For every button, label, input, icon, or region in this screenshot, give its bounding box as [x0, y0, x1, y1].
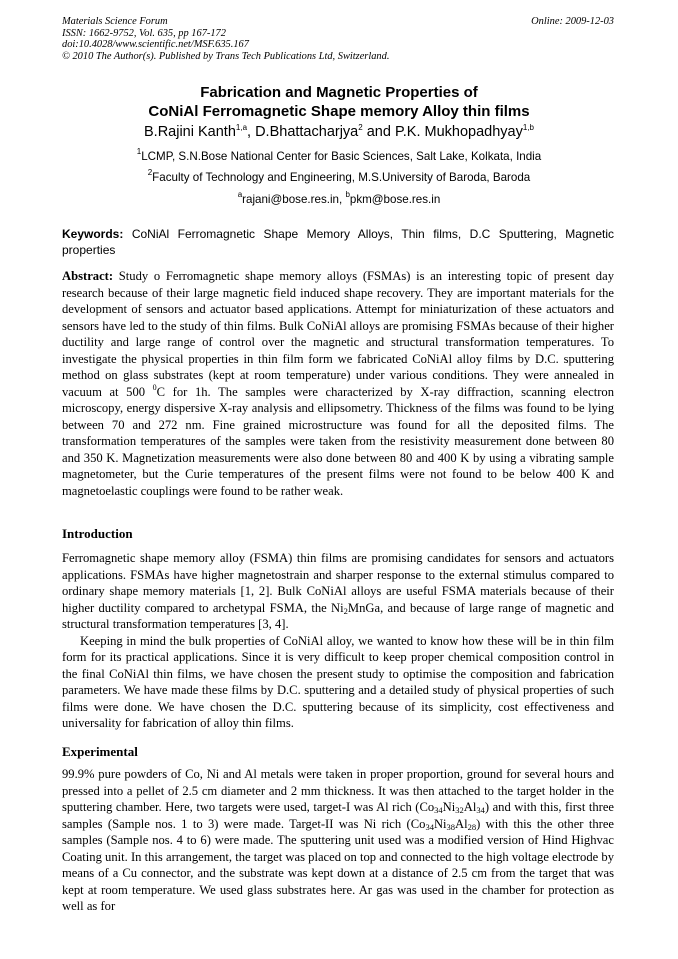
abstract [62, 268, 614, 499]
affiliation-2-text: Faculty of Technology and Engineering, M.S.University of Baroda, Baroda [152, 171, 531, 184]
abstract-text-cont: C for 1h. The samples were characterized by X-ray diffraction, scanning electron microscopy, energy dispersive X-ray analysis and ellipsometry. Thickness of the films was found to be lying between 70 and 272 nm. Fine grained microstructure was found for all the deposited films. The transformation temperatures of the samples were taken from the resistivity measurement done between 80 and 350 K. Magnetization measurements were also done between 80 and 400 K by using a vibrating sample magnetometer, but the Curie temperatures of the present films were not found to be below 400 K and magnetoelastic couplings were found to be rather weak. [62, 384, 614, 498]
degree-mark: 0 [152, 382, 157, 392]
exp-text: Ni [442, 800, 456, 814]
author-separator: and [362, 124, 395, 140]
email-b: pkm@bose.res.in [349, 193, 441, 206]
intro-paragraph-1 [62, 550, 614, 633]
intro-paragraph-2: Keeping in mind the bulk properties of CoNiAl alloy, we wanted to know how these will be in thin film form for its practical applications. Since it is very difficult to keep proper chemical composition control in the final CoNiAl thin films, we have chosen the present study to optimise the composition and fabrication parameters. We have made these films by D.C. sputtering and a detailed study of physical properties of such films were done. We have chosen the D.C. sputtering because of its simplicity, cost effectiveness and universality for fabrication of alloy thin films. [62, 633, 614, 730]
author-3-affil: 1,b [522, 123, 534, 132]
journal-name: Materials Science Forum [62, 16, 168, 27]
subscript: 2 [343, 605, 348, 616]
title-line-2: CoNiAl Ferromagnetic Shape memory Alloy thin films [148, 103, 530, 120]
copyright-line: © 2010 The Author(s). Published by Trans Tech Publications Ltd, Switzerland. [62, 50, 390, 62]
subscript: 32 [455, 805, 464, 815]
author-separator: , [247, 124, 256, 140]
email-line [0, 190, 678, 206]
issn-line: ISSN: 1662-9752, Vol. 635, pp 167-172 [62, 27, 226, 39]
exp-text: Ni [433, 816, 447, 831]
intro-p1-text-cont: MnGa, and because of large range of magnetic and structural transformation temperatures [3, 4]. [62, 600, 614, 631]
intro-p1-text: Ferromagnetic shape memory alloy (FSMA) thin films are promising candidates for sensors and actuators applications. FSMAs have higher magnetostrain and sharper response to the external stimulus compared to ordinary shape memory materials [1, 2]. Bulk CoNiAl alloys are useful FSMA materials because of their higher ductility compared to archetypal FSMA, the Ni [62, 551, 614, 615]
author-2: D.Bhattacharjya [255, 124, 359, 140]
email-a: rajani@bose.res.in, [242, 193, 346, 206]
keywords-text: CoNiAl Ferromagnetic Shape Memory Alloys, Thin films, D.C Sputtering, Magnetic properties [62, 227, 614, 257]
experimental-heading: Experimental [62, 744, 138, 759]
subscript: 38 [446, 821, 456, 832]
affiliation-1 [0, 147, 678, 163]
author-2-affil: 2 [358, 123, 363, 132]
email-a-mark: a [237, 190, 243, 199]
subscript: 28 [467, 821, 477, 832]
affiliation-1-text: LCMP, S.N.Bose National Center for Basic Sciences, Salt Lake, Kolkata, India [141, 150, 542, 163]
author-list [0, 124, 678, 140]
subscript: 34 [434, 805, 443, 815]
email-b-mark: b [345, 190, 350, 199]
author-1-affil: 1,a [235, 123, 248, 132]
exp-text: Al [455, 816, 468, 831]
online-date: Online: 2009-12-03 [531, 16, 614, 27]
paper-title [0, 83, 678, 121]
keywords [62, 227, 614, 258]
doi-line: doi:10.4028/www.scientific.net/MSF.635.167 [62, 39, 249, 51]
exp-text: ) with this the other three samples (Sample nos. 4 to 6) were made. The sputtering unit used was a modified version of Hind Highvac Coating unit. In this arrangement, the target was placed on top and connected to the high voltage electrode by means of a Cu connector, and the substrate was kept down at a distance of 2.5 cm from the target that was kept at room temperature. We used glass substrates here. Ar gas was used in the chamber for protection as well as for [62, 816, 615, 913]
experimental-body [62, 766, 614, 915]
subscript: 34 [476, 805, 485, 815]
title-line-1: Fabrication and Magnetic Properties of [200, 84, 478, 101]
exp-text: ) and with this, first three samples (Sample nos. 1 to 3) were made. Target-II was Ni rich (Co [62, 800, 614, 831]
author-3: P.K. Mukhopadhyay [394, 124, 523, 140]
exp-text: Al [463, 800, 477, 814]
affiliation-1-mark: 1 [136, 147, 142, 156]
affiliation-2-mark: 2 [147, 168, 153, 177]
affiliation-2 [0, 168, 678, 184]
journal-header [62, 16, 614, 62]
abstract-label: Abstract: [62, 269, 114, 283]
abstract-text: Study o Ferromagnetic shape memory alloys (FSMAs) is an interesting topic of present day research because of their large magnetic field induced shape recovery. They are important materials for the development of sensors and actuator based applications. Attempt for miniaturization of these actuators and sensors have led to the study of thin films. Bulk CoNiAl alloys are promising FSMAs because of their higher ductility and large range of control over the magnetic and structural transformation temperatures. To investigate the physical properties in thin film form we fabricated CoNiAl alloy films by D.C. sputtering method on glass substrates (kept at room temperature) under various conditions. They were annealed in vacuum at 500 [62, 269, 614, 399]
subscript: 34 [425, 821, 434, 832]
keywords-label: Keywords: [62, 227, 124, 241]
introduction-heading: Introduction [62, 526, 133, 541]
introduction-body [62, 550, 614, 732]
author-1: B.Rajini Kanth [144, 124, 236, 140]
exp-text: 99.9% pure powders of Co, Ni and Al metals were taken in proper proportion, ground for several hours and pressed into a pellet of 2.5 cm diameter and 2 mm thickness. It was then attached to the target holder in the sputtering chamber. Here, two targets were used, target-I was Al rich (Co [62, 767, 614, 814]
